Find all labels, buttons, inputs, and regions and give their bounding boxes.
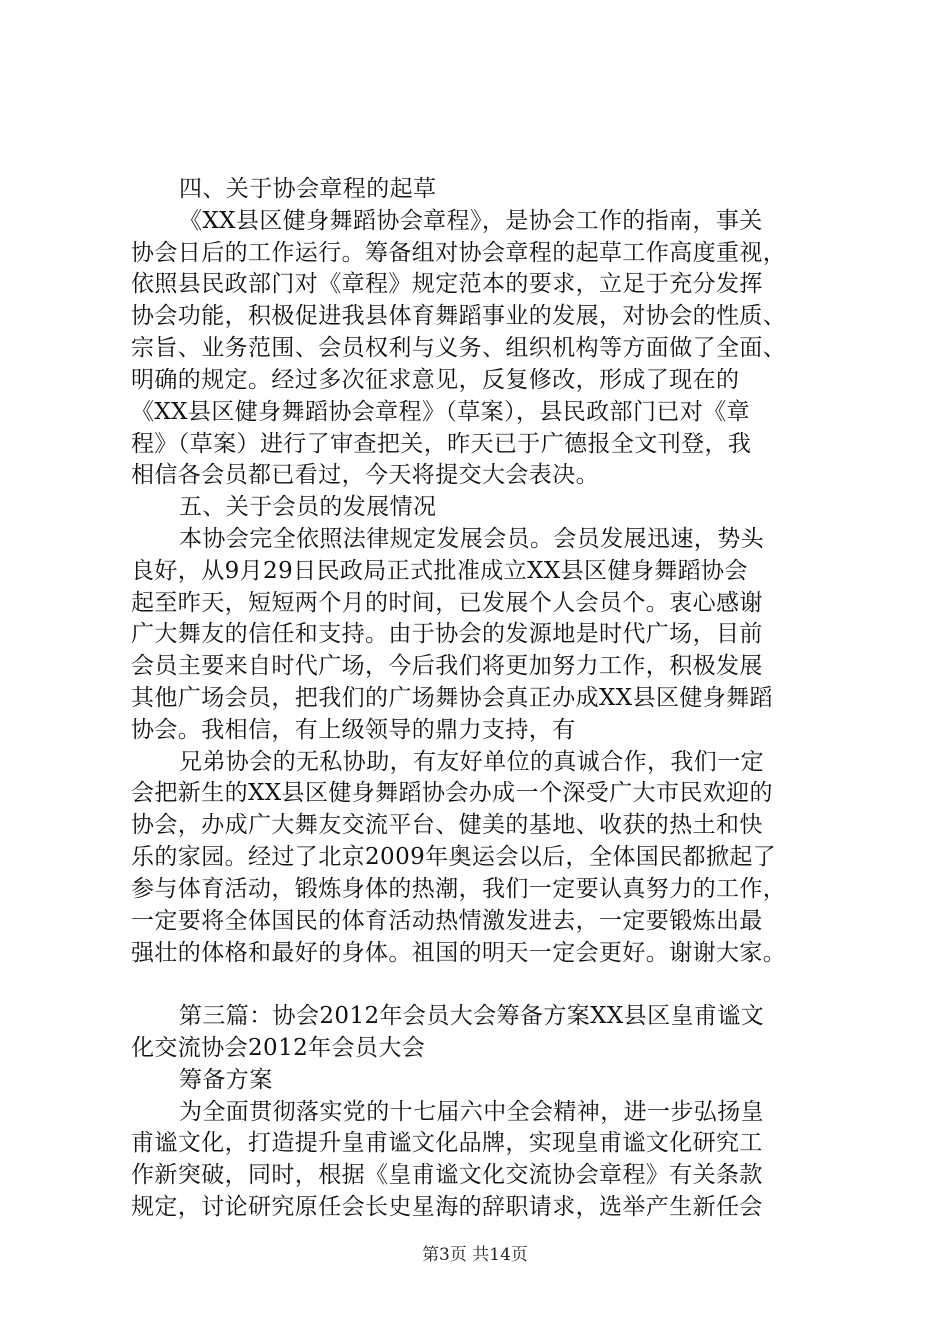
body-text-line: 良好，从9月29日民政局正式批准成立XX县区健身舞蹈协会 xyxy=(131,557,748,584)
body-text-line: 乐的家园。经过了北京2009年奥运会以后，全体国民都掀起了 xyxy=(131,844,777,871)
body-text-line: 明确的规定。经过多次征求意见，反复修改，形成了现在的 xyxy=(131,366,740,393)
body-text-line: 会员主要来自时代广场，今后我们将更加努力工作，积极发展 xyxy=(131,653,763,680)
body-text-line: 协会。我相信，有上级领导的鼎力支持，有 xyxy=(131,716,576,743)
body-text-line: 本协会完全依照法律规定发展会员。会员发展迅速，势头 xyxy=(179,525,764,552)
body-text-line: 参与体育活动，锻炼身体的热潮，我们一定要认真努力的工作， xyxy=(131,875,787,902)
body-text-line: 协会，办成广大舞友交流平台、健美的基地、收获的热土和快 xyxy=(131,812,763,839)
body-text-line: 规定，讨论研究原任会长史星海的辞职请求，选举产生新任会 xyxy=(131,1194,763,1220)
section-heading-4: 四、关于协会章程的起草 xyxy=(179,176,437,202)
body-text-line: 为全面贯彻落实党的十七届六中全会精神，进一步弘扬皇 xyxy=(179,1098,764,1125)
body-text-line: 《XX县区健身舞蹈协会章程》（草案），县民政部门已对《章 xyxy=(131,398,750,425)
body-text-line: 宗旨、业务范围、会员权利与义务、组织机构等方面做了全面、 xyxy=(131,335,787,362)
body-text-line: 一定要将全体国民的体育活动热情激发进去，一定要锻炼出最 xyxy=(131,907,763,934)
section-heading-5: 五、关于会员的发展情况 xyxy=(179,494,437,521)
chapter-heading: 第三篇：协会2012年会员大会筹备方案XX县区皇甫谧文 xyxy=(179,1003,765,1030)
page-footer: 第3页 共14页 xyxy=(422,1245,528,1265)
body-text-line: 相信各会员都已看过，今天将提交大会表决。 xyxy=(131,462,599,489)
chapter-subheading: 筹备方案 xyxy=(179,1066,273,1093)
body-text-line: 协会日后的工作运行。筹备组对协会章程的起草工作高度重视， xyxy=(131,239,787,266)
body-text-line: 《XX县区健身舞蹈协会章程》，是协会工作的指南，事关 xyxy=(179,207,763,234)
body-text-line: 协会功能，积极促进我县体育舞蹈事业的发展，对协会的性质、 xyxy=(131,303,787,330)
body-text-line: 依照县民政部门对《章程》规定范本的要求，立足于充分发挥 xyxy=(131,271,763,298)
chapter-heading-cont: 化交流协会2012年会员大会 xyxy=(131,1034,426,1061)
body-text-line: 程》（草案）进行了审查把关，昨天已于广德报全文刊登，我 xyxy=(131,430,752,457)
body-text-line: 兄弟协会的无私协助，有友好单位的真诚合作，我们一定 xyxy=(179,748,764,775)
body-text-line: 起至昨天，短短两个月的时间，已发展个人会员个。衷心感谢 xyxy=(131,589,763,616)
body-text-line: 强壮的体格和最好的身体。祖国的明天一定会更好。谢谢大家。 xyxy=(131,939,787,966)
body-text-line: 作新突破，同时，根据《皇甫谧文化交流协会章程》有关条款 xyxy=(131,1162,763,1189)
body-text-line: 其他广场会员，把我们的广场舞协会真正办成XX县区健身舞蹈 xyxy=(131,685,773,711)
body-text-line: 广大舞友的信任和支持。由于协会的发源地是时代广场，目前 xyxy=(131,621,763,648)
body-text-line: 会把新生的XX县区健身舞蹈协会办成一个深受广大市民欢迎的 xyxy=(131,780,773,807)
body-text-line: 甫谧文化，打造提升皇甫谧文化品牌，实现皇甫谧文化研究工 xyxy=(131,1130,763,1157)
